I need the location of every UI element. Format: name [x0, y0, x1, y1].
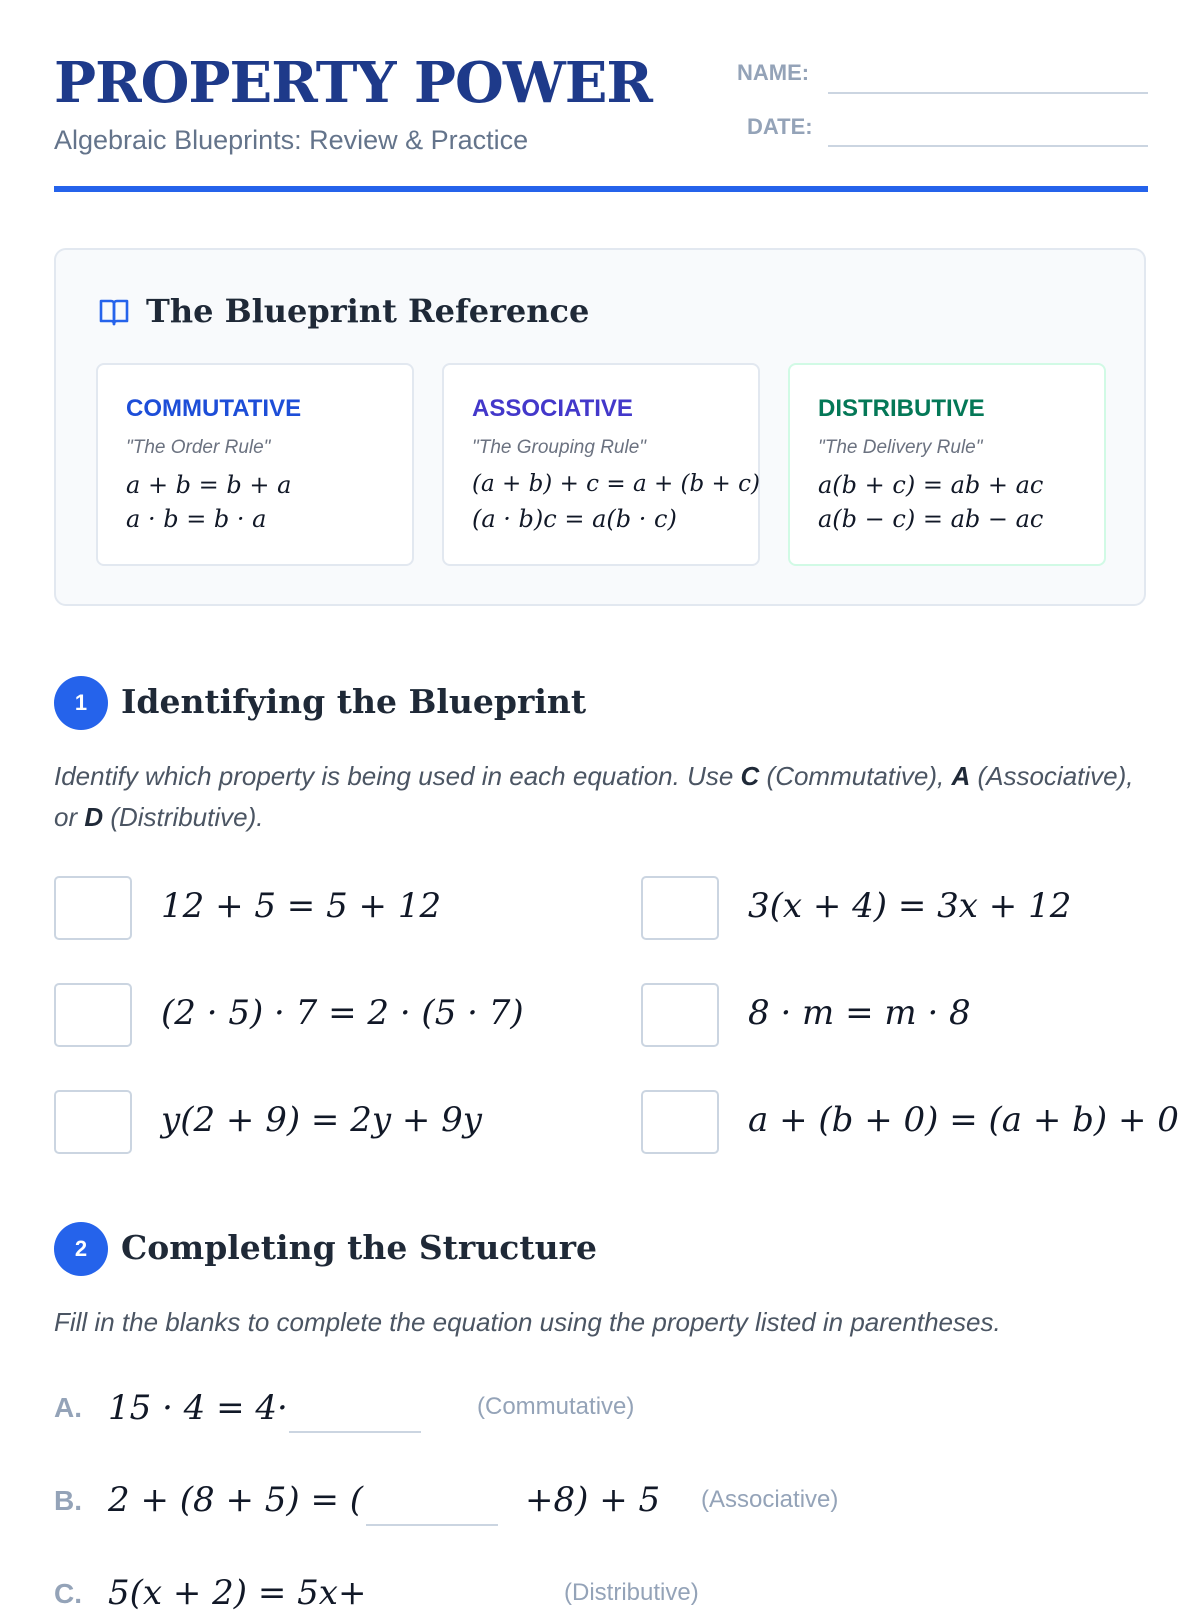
card-formula: a(b − c) = ab − ac: [818, 505, 1044, 533]
equation-start: 2 + (8 + 5) = (: [108, 1480, 363, 1520]
book-open-icon: [98, 296, 130, 326]
section-title: Completing the Structure: [121, 1228, 598, 1267]
answer-box[interactable]: [54, 876, 132, 940]
card-nickname: "The Grouping Rule": [472, 437, 647, 458]
worksheet-title: PROPERTY POWER: [54, 50, 652, 116]
answer-box[interactable]: [54, 983, 132, 1047]
card-nickname: "The Delivery Rule": [818, 437, 983, 458]
equation: a + (b + 0) = (a + b) + 0: [748, 1100, 1179, 1140]
section-title: Identifying the Blueprint: [121, 682, 587, 721]
card-formula: a · b = b · a: [126, 505, 267, 533]
associative-card: [442, 363, 760, 566]
date-label: DATE:: [747, 114, 813, 139]
item-letter: B.: [54, 1485, 82, 1516]
reference-heading: [98, 292, 589, 330]
property-hint: (Distributive): [564, 1579, 699, 1606]
card-formula: (a · b)c = a(b · c): [472, 505, 677, 533]
card-nickname: "The Order Rule": [126, 437, 271, 458]
equation-start: 5(x + 2) = 5x+: [108, 1573, 367, 1613]
section-number-badge: 1: [54, 676, 108, 730]
item-letter: C.: [54, 1578, 82, 1609]
section-number-badge: 2: [54, 1222, 108, 1276]
name-label: NAME:: [737, 60, 810, 85]
equation: (2 · 5) · 7 = 2 · (5 · 7): [161, 993, 524, 1033]
card-name: DISTRIBUTIVE: [818, 395, 985, 422]
answer-blank[interactable]: [366, 1524, 498, 1526]
card-formula: a + b = b + a: [126, 471, 292, 499]
equation: 8 · m = m · 8: [748, 993, 971, 1033]
equation-start: 15 · 4 = 4·: [108, 1388, 288, 1428]
card-formula: (a + b) + c = a + (b + c): [472, 471, 760, 497]
property-hint: (Associative): [701, 1486, 839, 1513]
answer-box[interactable]: [641, 983, 719, 1047]
answer-box[interactable]: [641, 876, 719, 940]
property-hint: (Commutative): [477, 1393, 635, 1420]
item-letter: A.: [54, 1392, 82, 1423]
commutative-card: [96, 363, 414, 566]
worksheet-subtitle: Algebraic Blueprints: Review & Practice: [54, 125, 529, 155]
equation-end: +8) + 5: [525, 1480, 661, 1520]
equation: 12 + 5 = 5 + 12: [161, 886, 442, 926]
reference-panel: [54, 248, 1146, 606]
reference-title: The Blueprint Reference: [146, 292, 590, 330]
section-instructions: Identify which property is being used in each equation. Use C (Commutative), A (Associative), or D (Distributive).: [54, 761, 1134, 832]
card-name: ASSOCIATIVE: [472, 395, 633, 422]
name-field[interactable]: [828, 92, 1148, 94]
section-instructions: Fill in the blanks to complete the equation using the property listed in parentheses.: [54, 1307, 1001, 1337]
card-formula: a(b + c) = ab + ac: [818, 471, 1044, 499]
header-divider: [54, 186, 1148, 192]
date-field[interactable]: [828, 145, 1148, 147]
equation: 3(x + 4) = 3x + 12: [748, 886, 1072, 926]
card-name: COMMUTATIVE: [126, 395, 302, 422]
equation: y(2 + 9) = 2y + 9y: [161, 1100, 482, 1140]
answer-box[interactable]: [641, 1090, 719, 1154]
distributive-card: [788, 363, 1106, 566]
answer-blank[interactable]: [289, 1431, 421, 1433]
answer-box[interactable]: [54, 1090, 132, 1154]
